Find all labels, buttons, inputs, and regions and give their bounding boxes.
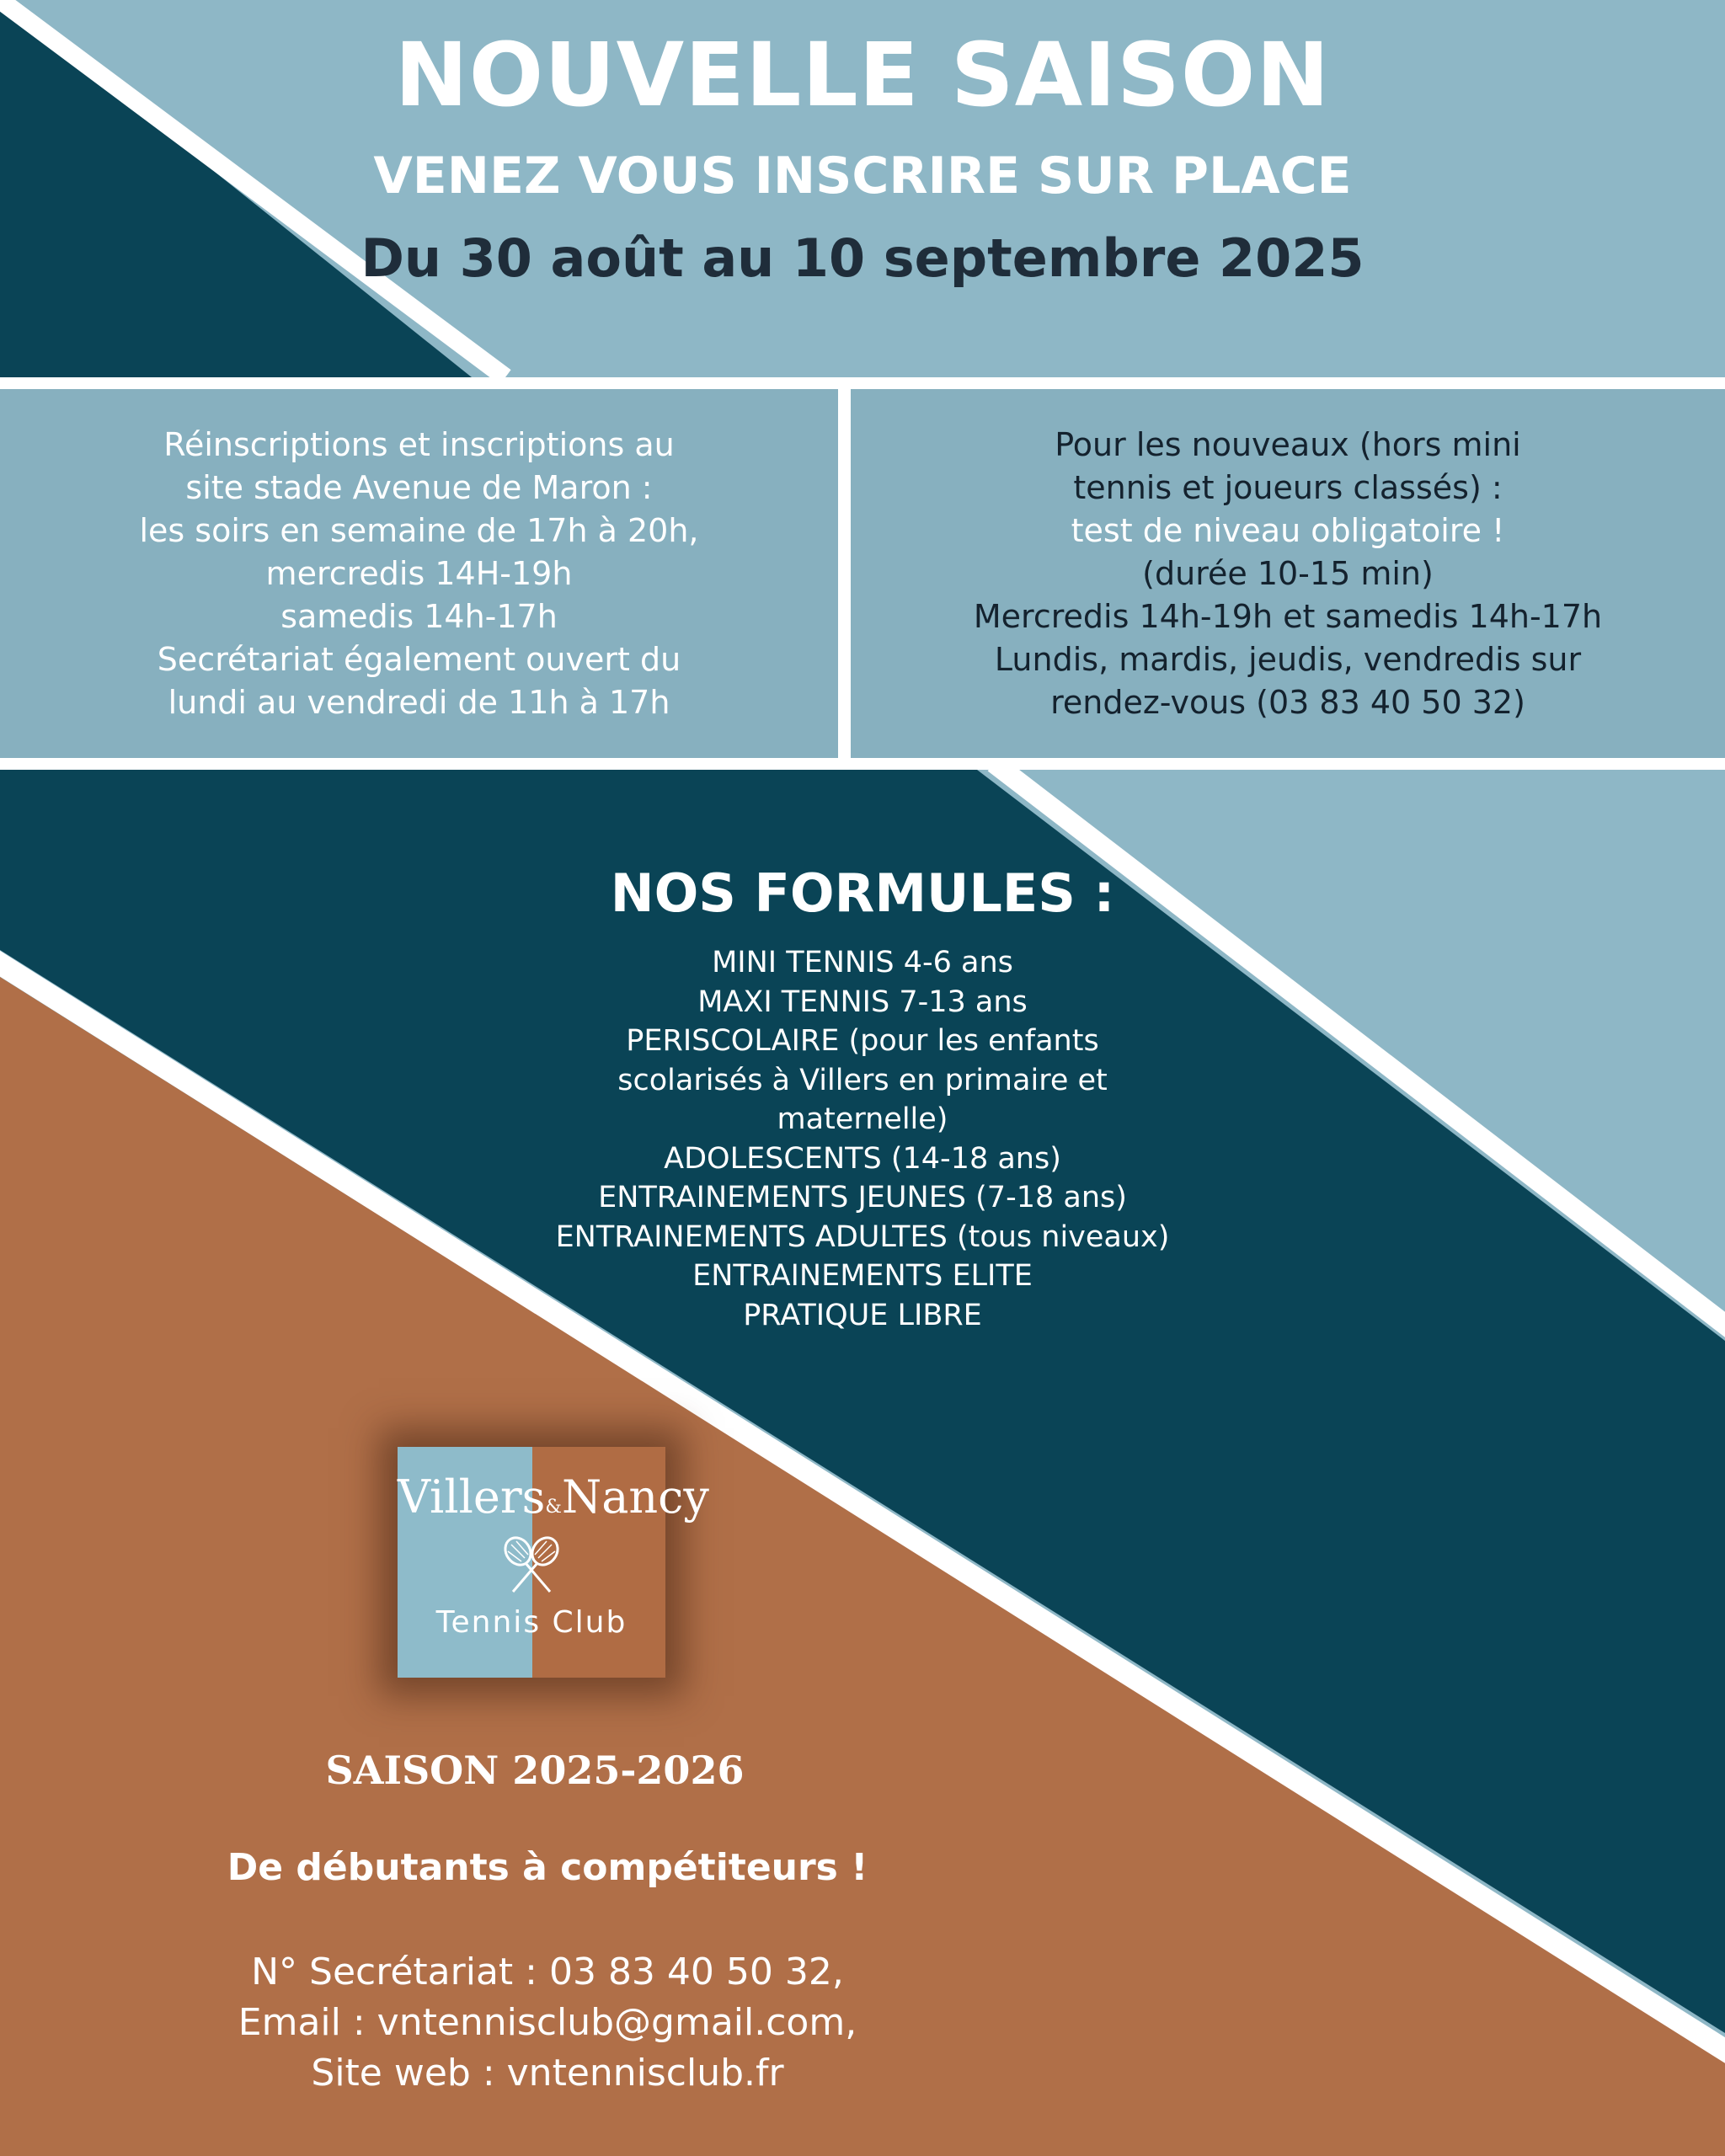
registration-info-box: [0, 389, 838, 758]
info-line: (durée 10-15 min): [1142, 554, 1434, 592]
level-test-highlight: test de niveau obligatoire !: [1071, 511, 1505, 549]
list-item: maternelle): [777, 1102, 948, 1136]
info-line: Pour les nouveaux (hors mini: [1055, 425, 1521, 463]
info-line: Mercredis 14h-19h et samedis 14h-17h: [973, 597, 1603, 635]
list-item: PRATIQUE LIBRE: [743, 1298, 982, 1332]
logo-ampersand: &: [545, 1497, 562, 1518]
info-line: tennis et joueurs classés) :: [1073, 468, 1503, 506]
logo-word-nancy: Nancy: [561, 1470, 709, 1524]
newcomers-info-box: [851, 389, 1725, 758]
crossed-rackets-icon: [498, 1534, 565, 1595]
box-bottom-separator: [0, 758, 1725, 770]
headline-subtitle: VENEZ VOUS INSCRIRE SUR PLACE: [373, 147, 1352, 205]
registration-dates: Du 30 août au 10 septembre 2025: [360, 227, 1365, 289]
box-top-separator: [0, 377, 1725, 389]
info-line: samedis 14h-17h: [280, 597, 558, 635]
logo-word-villers: Villers: [398, 1470, 546, 1524]
info-line: site stade Avenue de Maron :: [185, 468, 653, 506]
list-item: MINI TENNIS 4-6 ans: [712, 946, 1013, 979]
list-item: ENTRAINEMENTS JEUNES (7-18 ans): [598, 1181, 1127, 1214]
contact-email: Email : vntennisclub@gmail.com,: [238, 2001, 857, 2044]
info-line: rendez-vous (03 83 40 50 32): [1050, 683, 1525, 721]
info-line: lundi au vendredi de 11h à 17h: [168, 683, 670, 721]
headline-title: NOUVELLE SAISON: [394, 24, 1331, 126]
club-logo: [398, 1447, 709, 1678]
info-line: les soirs en semaine de 17h à 20h,: [139, 511, 699, 549]
logo-club-name: [398, 1470, 709, 1524]
list-item: ADOLESCENTS (14-18 ans): [664, 1141, 1061, 1176]
list-item: scolarisés à Villers en primaire et: [617, 1063, 1108, 1097]
info-line: Réinscriptions et inscriptions au: [163, 425, 675, 463]
list-item: PERISCOLAIRE (pour les enfants: [626, 1024, 1099, 1058]
info-line: Secrétariat également ouvert du: [157, 640, 681, 678]
box-middle-separator: [838, 377, 851, 770]
secretariat-phone: N° Secrétariat : 03 83 40 50 32,: [251, 1951, 844, 1993]
logo-tennis-club: Tennis Club: [435, 1605, 628, 1640]
website: Site web : vntennisclub.fr: [311, 2052, 784, 2095]
formules-title: NOS FORMULES :: [610, 862, 1115, 924]
info-line: mercredis 14H-19h: [265, 554, 573, 592]
list-item: ENTRAINEMENTS ELITE: [692, 1259, 1033, 1293]
season-label: SAISON 2025-2026: [325, 1748, 745, 1793]
list-item: MAXI TENNIS 7-13 ans: [697, 985, 1028, 1019]
list-item: ENTRAINEMENTS ADULTES (tous niveaux): [555, 1219, 1170, 1254]
contact-info: [126, 1947, 969, 2099]
formules-list: [483, 943, 1242, 1335]
info-line: Lundis, mardis, jeudis, vendredis sur: [994, 640, 1582, 678]
tagline: De débutants à compétiteurs !: [227, 1846, 868, 1889]
